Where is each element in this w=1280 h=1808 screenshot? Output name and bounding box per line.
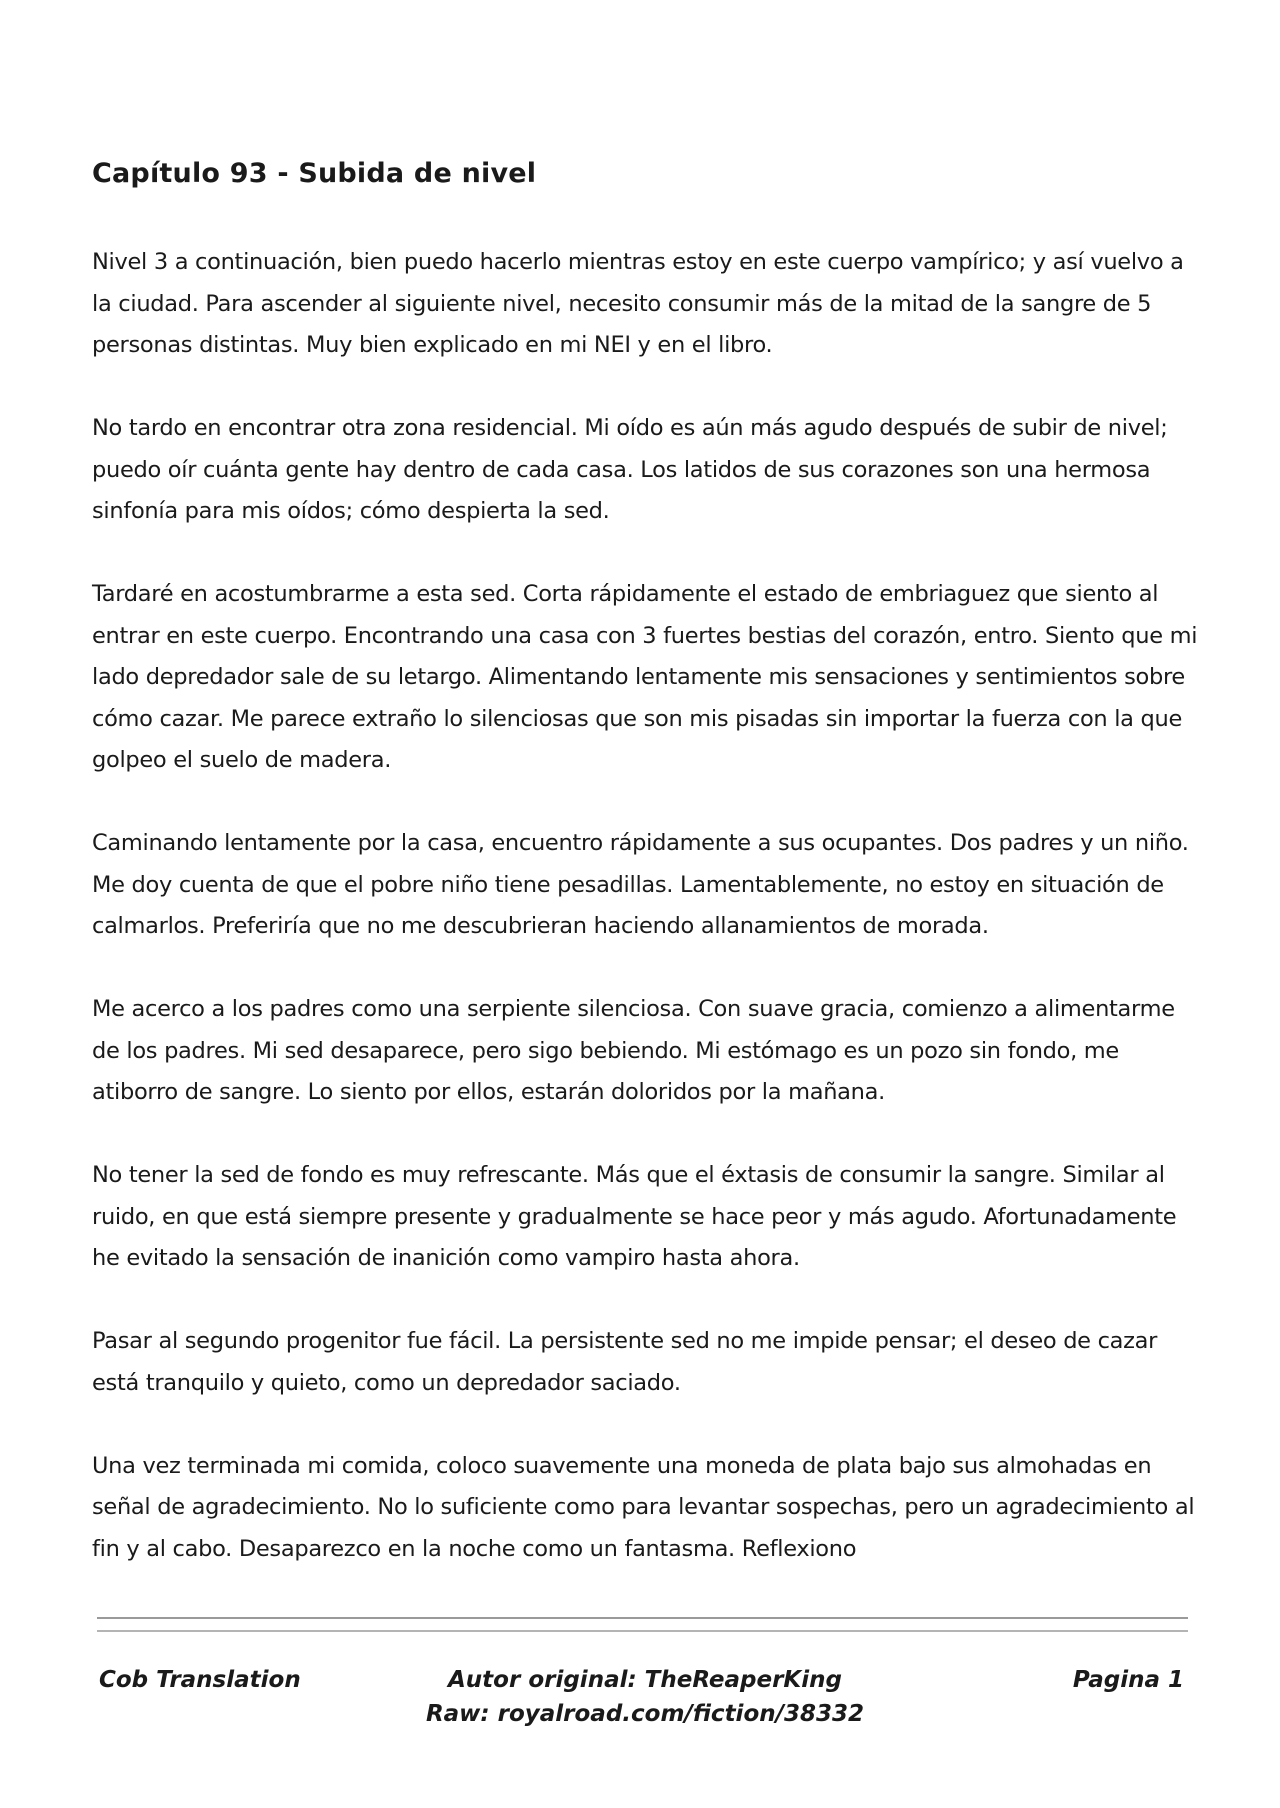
footer-divider [97,1617,1188,1619]
chapter-title: Capítulo 93 - Subida de nivel [92,158,537,189]
paragraph: Una vez terminada mi comida, coloco suavemente una moneda de plata bajo sus almohadas en señal de agradecimiento. No lo suficiente como para levantar sospechas, pero un agradecimiento al fin y al cabo. Desaparezco en la noche como un fantasma. Reflexiono [92,1452,1195,1562]
footer-page-number: Pagina 1 [1072,1667,1184,1693]
footer-author: Autor original: TheReaperKing [448,1667,842,1693]
paragraph: Caminando lentamente por la casa, encuentro rápidamente a sus ocupantes. Dos padres y un niño. Me doy cuenta de que el pobre niño tiene pesadillas. Lamentablemente, no estoy en situación de calmarlos. Preferiría que no me descubrieran haciendo allanamientos de morada. [92,830,1189,939]
chapter-body [92,242,1202,1612]
paragraph: Nivel 3 a continuación, bien puedo hacerlo mientras estoy en este cuerpo vampírico; y así vuelvo a la ciudad. Para ascender al siguiente nivel, necesito consumir más de la mitad de la sangre de 5 personas distintas. Muy bien explicado en mi NEI y en el libro. [92,249,1184,358]
footer-divider [97,1630,1188,1632]
footer-source: Raw: royalroad.com/fiction/38332 [425,1701,865,1727]
paragraph: No tener la sed de fondo es muy refrescante. Más que el éxtasis de consumir la sangre. Similar al ruido, en que está siempre presente y gradualmente se hace peor y más agudo. Afortunadamente he evitado la sensación de inanición como vampiro hasta ahora. [92,1162,1177,1271]
paragraph: Me acerco a los padres como una serpiente silenciosa. Con suave gracia, comienzo a alimentarme de los padres. Mi sed desaparece, pero sigo bebiendo. Mi estómago es un pozo sin fondo, me atiborro de sangre. Lo siento por ellos, estarán doloridos por la mañana. [92,996,1175,1105]
footer-translator: Cob Translation [99,1667,301,1693]
paragraph: Tardaré en acostumbrarme a esta sed. Corta rápidamente el estado de embriaguez que siento al entrar en este cuerpo. Encontrando una casa con 3 fuertes bestias del corazón, entro. Siento que mi lado depredador sale de su letargo. Alimentando lentamente mis sensaciones y sentimientos sobre cómo cazar. Me parece extraño lo silenciosas que son mis pisadas sin importar la fuerza con la que golpeo el suelo de madera. [92,581,1198,773]
paragraph: No tardo en encontrar otra zona residencial. Mi oído es aún más agudo después de subir de nivel; puedo oír cuánta gente hay dentro de cada casa. Los latidos de sus corazones son una hermosa sinfonía para mis oídos; cómo despierta la sed. [92,415,1168,524]
paragraph: Pasar al segundo progenitor fue fácil. La persistente sed no me impide pensar; el deseo de cazar está tranquilo y quieto, como un depredador saciado. [92,1328,1158,1396]
